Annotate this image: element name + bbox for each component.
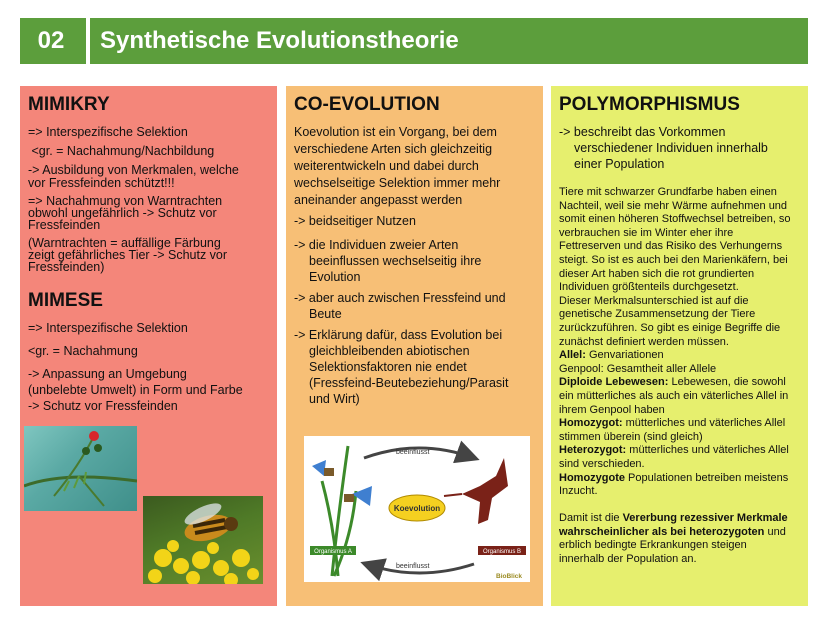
mimese-line: => Interspezifische Selektion: [28, 321, 188, 335]
definition-diploid: Diploide Lebewesen: Lebewesen, die sowohl: [559, 376, 786, 389]
mimikry-line: => Nachahmung von Warntrachten: [28, 194, 223, 208]
poly-para-line: verbrauchen sie im Winter eher ihre: [559, 226, 734, 239]
poly-para-line: Tiere mit schwarzer Grundfarbe haben einen: [559, 186, 777, 198]
definition-homozygot: Homozygot: mütterliches und väterliches Allel: [559, 417, 786, 430]
conclusion-line: innerhalb der Population an.: [559, 552, 697, 565]
poly-para-line: genetische Zusammensetzung der Tiere: [559, 308, 756, 321]
spider-photo: [24, 426, 137, 511]
coevolution-line: -> aber auch zwischen Fressfeind und: [294, 291, 506, 305]
coevolution-line: (Fressfeind-Beutebeziehung/Parasit: [309, 376, 509, 390]
coevolution-panel: [286, 86, 543, 606]
mimikry-line: => Interspezifische Selektion: [28, 125, 188, 139]
definition-genpool: Genpool: Gesamtheit aller Allele: [559, 362, 717, 375]
poly-para-line: dieser Art haben sich die rot grundierten: [559, 267, 755, 280]
mimese-line: (unbelebte Umwelt) in Form und Farbe: [28, 383, 243, 397]
poly-intro-line: -> beschreibt das Vorkommen: [559, 125, 726, 139]
coevolution-line: Evolution: [309, 270, 361, 284]
diagram-organism-a: Organismus A: [314, 549, 352, 555]
bioblick-logo: BioBlick: [496, 573, 523, 580]
definition-homozygot-cont: stimmen überein (sind gleich): [559, 430, 703, 443]
poly-para-line: zunächst definiert werden müssen.: [559, 335, 729, 348]
poly-para-line: Fettreserven und das Risiko des Verhungerns: [559, 240, 783, 253]
coevolution-line: verschiedene Arten sich gleichzeitig: [294, 142, 493, 156]
hoverfly-photo: [143, 496, 263, 584]
mimikry-line: vor Fressfeinden schützt!!!: [28, 176, 175, 190]
mimikry-line: (Warntrachten = auffällige Färbung: [28, 236, 221, 250]
coevolution-line: weiterentwickeln und dabei durch: [294, 159, 479, 173]
mimikry-line: obwohl ungefährlich -> Schutz vor: [28, 206, 217, 220]
polymorphismus-title: POLYMORPHISMUS: [559, 94, 740, 115]
coevolution-line: und Wirt): [309, 392, 360, 406]
coevolution-line: aneinander angepasst werden: [294, 193, 463, 207]
poly-para-line: zurückzuführen. So gibt es einige Begriffe die: [559, 322, 781, 334]
definition-homozygote-pop: Homozygote Populationen betreiben meistens: [559, 471, 789, 484]
header-divider: [86, 18, 90, 64]
conclusion-line: wahrscheinlicher als bei heterozygoten und: [559, 525, 786, 538]
coevolution-line: wechselseitige Selektion immer mehr: [294, 176, 501, 190]
coevolution-line: beeinflussen wechselseitig ihre: [309, 254, 482, 268]
mimese-line: <gr. = Nachahmung: [28, 344, 138, 358]
poly-para-line: steigt. So ist es auch bei den Marienkäfern, bei: [559, 254, 788, 266]
mimikry-line: zeigt gefährliches Tier -> Schutz vor: [28, 248, 228, 262]
polymorphismus-panel: [551, 86, 808, 606]
mimikry-line: Fressfeinden: [28, 218, 101, 232]
coevolution-line: -> die Individuen zweier Arten: [294, 238, 459, 252]
diagram-organism-b: Organismus B: [482, 549, 522, 555]
poly-intro-line: verschiedener Individuen innerhalb: [574, 141, 768, 155]
page-header: [20, 18, 808, 64]
coevolution-line: -> beidseitiger Nutzen: [294, 214, 416, 228]
coevolution-diagram: [304, 436, 530, 582]
coevolution-title: CO-EVOLUTION: [294, 94, 440, 115]
poly-intro-line: einer Population: [574, 157, 665, 171]
poly-para-line: Nachteil, weil sie mehr Wärme aufnehmen und: [559, 199, 788, 212]
definition-heterozygot-cont: sind verschieden.: [559, 458, 645, 470]
coevolution-line: Koevolution ist ein Vorgang, bei dem: [294, 125, 497, 139]
coevolution-line: -> Erklärung dafür, dass Evolution bei: [294, 328, 503, 342]
mimikry-panel: [20, 86, 277, 606]
definition-homozygote-pop-cont: Inzucht.: [559, 485, 598, 498]
mimikry-title: MIMIKRY: [28, 94, 110, 115]
definition-heterozygot: Heterozygot: mütterliches und väterliches Allel: [559, 444, 789, 457]
mimikry-line: -> Ausbildung von Merkmalen, welche: [28, 163, 239, 177]
mimikry-line: <gr. = Nachahmung/Nachbildung: [28, 144, 215, 158]
coevolution-line: gleichbleibenden abiotischen: [309, 344, 470, 358]
definition-allel: Allel: Genvariationen: [559, 349, 664, 362]
mimikry-line: Fressfeinden): [28, 260, 105, 274]
conclusion-line: Damit ist die Vererbung rezessiver Merkmale: [559, 512, 788, 524]
coevolution-line: Beute: [309, 307, 342, 321]
section-number: 02: [37, 27, 65, 54]
poly-para-line: somit einen höheren Stoffwechsel betreiben, so: [559, 213, 791, 226]
diagram-label-bottom: beeinflusst: [396, 563, 430, 570]
coevolution-line: Selektionsfaktoren nie endet: [309, 360, 467, 374]
page-title: Synthetische Evolutionstheorie: [100, 27, 459, 54]
mimese-line: -> Anpassung an Umgebung: [28, 367, 187, 381]
conclusion-line: erblich bedingte Erkrankungen steigen: [559, 539, 747, 552]
mimese-line: -> Schutz vor Fressfeinden: [28, 399, 178, 413]
diagram-center-label: Koevolution: [393, 504, 441, 513]
definition-diploid-cont: ihrem Genpool haben: [559, 403, 665, 416]
mimese-title: MIMESE: [28, 290, 103, 311]
definition-diploid-cont: ein mütterliches als auch ein väterliches Allel in: [559, 390, 789, 402]
poly-para-line: Dieser Merkmalsunterschied ist auf die: [559, 294, 749, 307]
diagram-label-top: beeinflusst: [396, 449, 430, 456]
poly-para-line: Individuen größtenteils durchgesetzt.: [559, 281, 739, 294]
